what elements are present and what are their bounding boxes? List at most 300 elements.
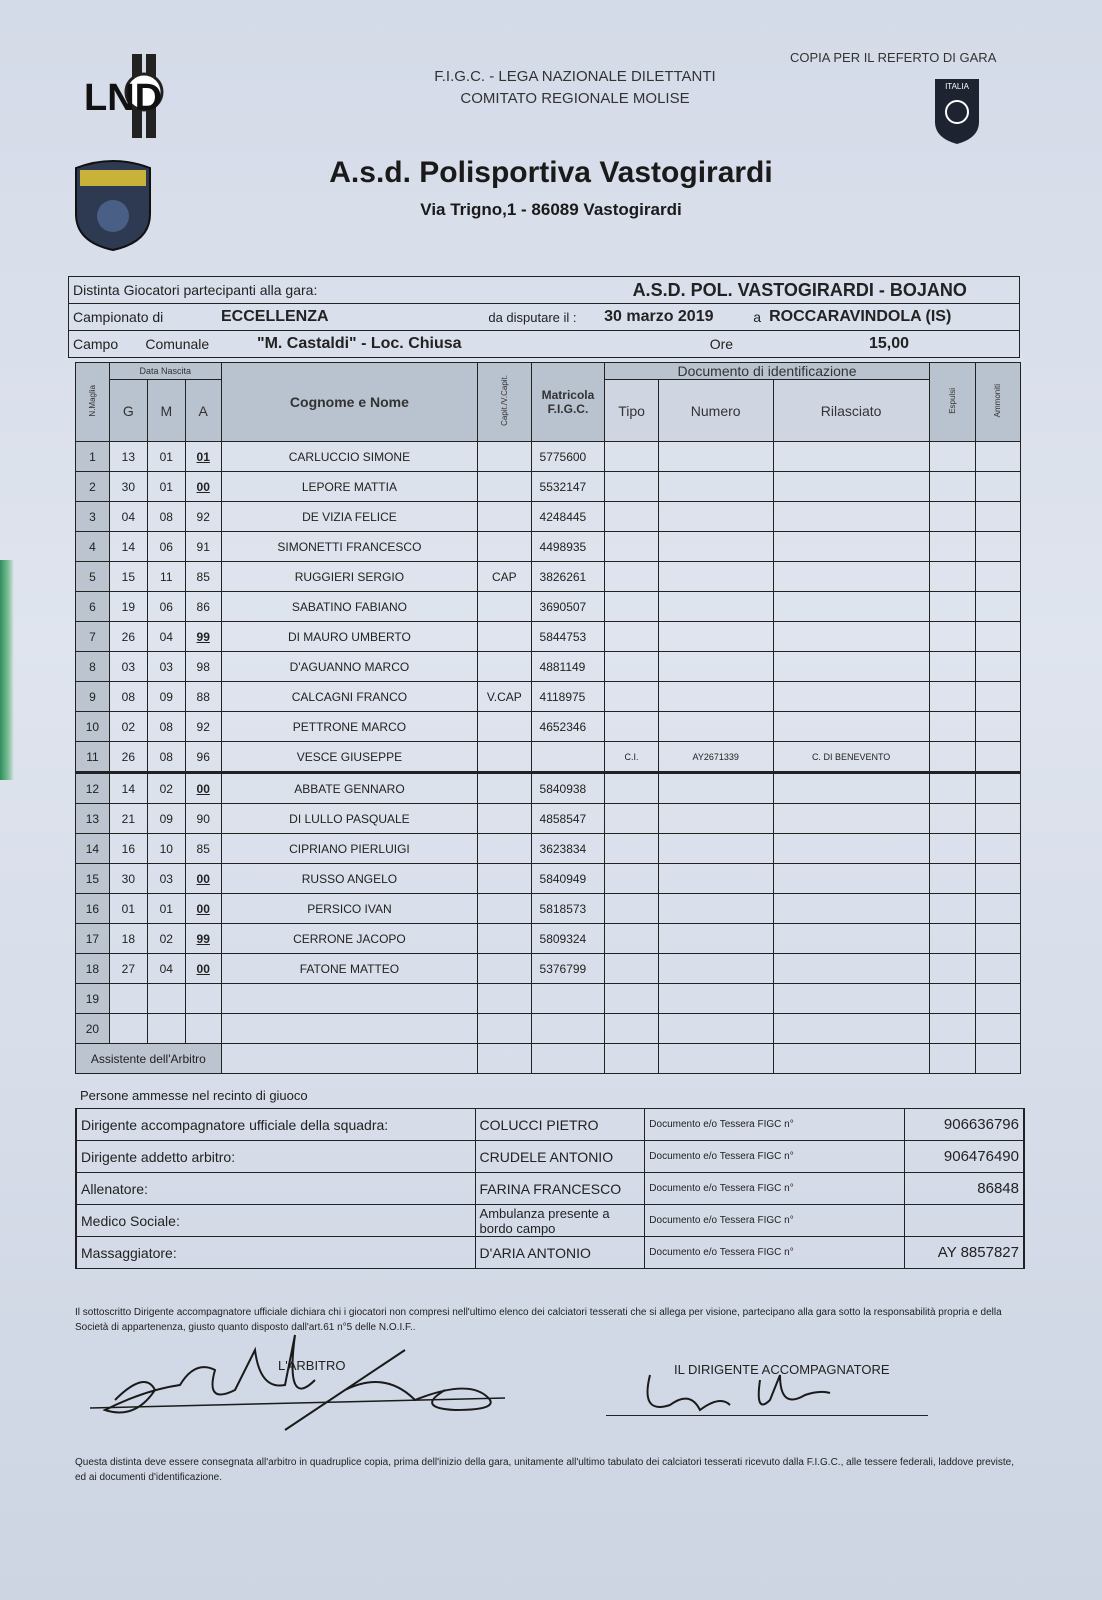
assistente-cell [773,1044,929,1074]
player-number: 19 [76,984,110,1014]
doc-numero [658,924,773,954]
doc-rilasciato [773,652,929,682]
birth-day: 26 [109,622,147,652]
doc-rilasciato [773,984,929,1014]
doc-rilasciato [773,682,929,712]
player-name: CARLUCCIO SIMONE [221,442,478,472]
doc-rilasciato [773,773,929,804]
espulsi-cell [929,592,975,622]
player-row [76,562,1021,592]
staff-name: D'ARIA ANTONIO [475,1237,645,1269]
captain-mark: CAP [478,562,531,592]
header-espulsi [929,363,975,442]
captain-mark [478,894,531,924]
header-rilasciato: Rilasciato [773,380,929,442]
ammoniti-cell [975,562,1020,592]
player-row [76,742,1021,773]
player-number: 1 [76,442,110,472]
doc-rilasciato [773,502,929,532]
birth-day: 14 [109,773,147,804]
campo-type: Comunale [145,336,210,352]
header-n-maglia-text: N.Maglia [87,384,97,417]
doc-rilasciato [773,532,929,562]
match-info-table [68,276,1020,358]
ammoniti-cell [975,894,1020,924]
italia-badge-text: ITALIA [945,82,969,91]
doc-rilasciato [773,712,929,742]
matricola: 4498935 [531,532,605,562]
doc-rilasciato [773,472,929,502]
espulsi-cell [929,532,975,562]
dirigente-label: IL DIRIGENTE ACCOMPAGNATORE [674,1362,890,1377]
birth-day: 14 [109,532,147,562]
player-number: 13 [76,804,110,834]
birth-year: 88 [185,682,221,712]
captain-mark [478,472,531,502]
espulsi-cell [929,924,975,954]
birth-day: 13 [109,442,147,472]
doc-tipo [605,622,658,652]
espulsi-cell [929,894,975,924]
captain-mark [478,442,531,472]
assistente-cell [221,1044,478,1074]
doc-tipo [605,834,658,864]
player-number: 6 [76,592,110,622]
birth-day [109,984,147,1014]
header-matricola: Matricola F.I.G.C. [531,363,605,442]
player-row [76,712,1021,742]
birth-year: 90 [185,804,221,834]
birth-year: 00 [185,472,221,502]
staff-row [76,1205,1024,1237]
birth-day: 27 [109,954,147,984]
header-espulsi-text: Espulsi [947,387,957,414]
place-prefix: a [737,304,765,331]
doc-label: Documento e/o Tessera FIGC n° [645,1141,904,1173]
birth-day: 19 [109,592,147,622]
player-name: RUSSO ANGELO [221,864,478,894]
birth-day: 02 [109,712,147,742]
player-name: SIMONETTI FRANCESCO [221,532,478,562]
assistente-cell [975,1044,1020,1074]
birth-year: 98 [185,652,221,682]
dirigente-signature-line [606,1415,928,1416]
header-data-nascita: Data Nascita [109,363,221,380]
player-name: FATONE MATTEO [221,954,478,984]
player-number: 9 [76,682,110,712]
player-name: CERRONE JACOPO [221,924,478,954]
matricola: 4118975 [531,682,605,712]
captain-mark [478,864,531,894]
espulsi-cell [929,954,975,984]
staff-table [75,1108,1025,1269]
birth-year: 99 [185,924,221,954]
birth-month: 10 [147,834,185,864]
player-number: 7 [76,622,110,652]
birth-year: 92 [185,712,221,742]
birth-day: 16 [109,834,147,864]
player-number: 12 [76,773,110,804]
captain-mark [478,773,531,804]
birth-day: 30 [109,864,147,894]
doc-rilasciato [773,834,929,864]
birth-month: 02 [147,773,185,804]
ore-value: 15,00 [737,331,1019,358]
espulsi-cell [929,742,975,773]
birth-day: 18 [109,924,147,954]
matricola: 5840949 [531,864,605,894]
captain-mark [478,804,531,834]
birth-year: 99 [185,622,221,652]
staff-doc-number: 906476490 [904,1141,1024,1173]
espulsi-cell [929,652,975,682]
birth-month: 06 [147,592,185,622]
player-name [221,1014,478,1044]
matricola: 3690507 [531,592,605,622]
doc-rilasciato [773,592,929,622]
header-capt-text: Capit./V.Capit. [499,375,509,426]
player-name: D'AGUANNO MARCO [221,652,478,682]
assistente-row [76,1044,1021,1074]
doc-numero: AY2671339 [658,742,773,773]
player-number: 8 [76,652,110,682]
player-row [76,864,1021,894]
birth-year: 00 [185,954,221,984]
arbitro-label: L'ARBITRO [278,1358,346,1373]
staff-name: COLUCCI PIETRO [475,1109,645,1141]
doc-tipo [605,804,658,834]
matricola: 4248445 [531,502,605,532]
birth-year: 92 [185,502,221,532]
player-name: ABBATE GENNARO [221,773,478,804]
ammoniti-cell [975,592,1020,622]
matricola: 4881149 [531,652,605,682]
player-name: VESCE GIUSEPPE [221,742,478,773]
captain-mark [478,712,531,742]
birth-month: 01 [147,894,185,924]
footer-text: Questa distinta deve essere consegnata all'arbitro in quadruplice copia, prima dell'inizio della gara, unitamente all'ultimo tabulato dei calciatori tesserati ricevuto dalla F.I.G.C., alle tessere federali, laddove previste, ed ai documenti d'identificazione. [75,1457,1015,1483]
player-number: 5 [76,562,110,592]
header-m: M [147,380,185,442]
espulsi-cell [929,502,975,532]
birth-month: 04 [147,954,185,984]
ammoniti-cell [975,502,1020,532]
doc-tipo [605,924,658,954]
matricola [531,984,605,1014]
doc-rilasciato [773,924,929,954]
matricola: 5376799 [531,954,605,984]
player-number: 17 [76,924,110,954]
doc-tipo [605,712,658,742]
doc-numero [658,864,773,894]
ammoniti-cell [975,682,1020,712]
doc-numero [658,472,773,502]
ammoniti-cell [975,954,1020,984]
player-number: 11 [76,742,110,773]
doc-numero [658,984,773,1014]
header-tipo: Tipo [605,380,658,442]
federation-header [380,66,770,110]
doc-rilasciato [773,804,929,834]
player-row [76,592,1021,622]
ammoniti-cell [975,924,1020,954]
doc-numero [658,804,773,834]
staff-role: Massaggiatore: [76,1237,475,1269]
player-number: 4 [76,532,110,562]
espulsi-cell [929,864,975,894]
captain-mark [478,924,531,954]
matricola: 5809324 [531,924,605,954]
player-name: SABATINO FABIANO [221,592,478,622]
player-row [76,622,1021,652]
doc-numero [658,954,773,984]
birth-month: 06 [147,532,185,562]
doc-label: Documento e/o Tessera FIGC n° [645,1173,904,1205]
player-number: 16 [76,894,110,924]
birth-year: 00 [185,773,221,804]
player-name: RUGGIERI SERGIO [221,562,478,592]
player-number: 20 [76,1014,110,1044]
doc-numero [658,682,773,712]
birth-year: 86 [185,592,221,622]
birth-month: 02 [147,924,185,954]
staff-name: FARINA FRANCESCO [475,1173,645,1205]
header-name: Cognome e Nome [221,363,478,442]
doc-rilasciato [773,562,929,592]
birth-month: 11 [147,562,185,592]
ammoniti-cell [975,622,1020,652]
assistente-cell [478,1044,531,1074]
matricola: 5532147 [531,472,605,502]
doc-rilasciato [773,954,929,984]
doc-tipo [605,502,658,532]
doc-label: Documento e/o Tessera FIGC n° [645,1109,904,1141]
matricola: 4652346 [531,712,605,742]
matricola: 5840938 [531,773,605,804]
birth-year: 85 [185,834,221,864]
captain-mark [478,984,531,1014]
doc-numero [658,592,773,622]
captain-mark [478,834,531,864]
player-number: 15 [76,864,110,894]
captain-mark [478,622,531,652]
header-documento: Documento di identificazione [605,363,929,380]
player-row [76,804,1021,834]
birth-day: 21 [109,804,147,834]
espulsi-cell [929,442,975,472]
background-edge [0,560,14,780]
disclaimer-text: Il sottoscritto Dirigente accompagnatore ufficiale dichiara chi i giocatori non compresi nell'ultimo elenco dei calciatori tesserati che si allega per visione, partecipano alla gara sotto la responsabilità propria e della Società di appartenenza, giusto quanto disposto dall'art.61 n°5 delle N.O.I.F.. [75,1307,1002,1333]
doc-rilasciato: C. DI BENEVENTO [773,742,929,773]
ammoniti-cell [975,652,1020,682]
birth-year: 91 [185,532,221,562]
player-row [76,1014,1021,1044]
staff-role: Dirigente accompagnatore ufficiale della squadra: [76,1109,475,1141]
doc-label: Documento e/o Tessera FIGC n° [645,1205,904,1237]
staff-name: Ambulanza presente a bordo campo [475,1205,645,1237]
doc-tipo [605,1014,658,1044]
staff-role: Dirigente addetto arbitro: [76,1141,475,1173]
doc-numero [658,894,773,924]
captain-mark [478,1014,531,1044]
distinta-label: Distinta Giocatori partecipanti alla gara: [69,277,581,304]
espulsi-cell [929,622,975,652]
doc-tipo [605,562,658,592]
assistente-label: Assistente dell'Arbitro [76,1044,222,1074]
ammoniti-cell [975,864,1020,894]
player-row [76,924,1021,954]
doc-numero [658,502,773,532]
staff-row [76,1109,1024,1141]
birth-year: 00 [185,894,221,924]
match-teams: A.S.D. POL. VASTOGIRARDI - BOJANO [581,277,1020,304]
persone-label: Persone ammesse nel recinto di giuoco [80,1088,308,1103]
assistente-cell [605,1044,658,1074]
birth-day: 15 [109,562,147,592]
italia-badge [932,76,982,146]
assistente-cell [531,1044,605,1074]
header-ammoniti [975,363,1020,442]
birth-day [109,1014,147,1044]
doc-numero [658,1014,773,1044]
player-name: PERSICO IVAN [221,894,478,924]
doc-tipo [605,984,658,1014]
info-row-campo [69,331,1020,358]
ammoniti-cell [975,804,1020,834]
ammoniti-cell [975,472,1020,502]
captain-mark [478,954,531,984]
player-row [76,532,1021,562]
player-name: PETTRONE MARCO [221,712,478,742]
player-row [76,652,1021,682]
doc-rilasciato [773,1014,929,1044]
espulsi-cell [929,562,975,592]
doc-tipo [605,532,658,562]
doc-numero [658,652,773,682]
lnd-logo [80,52,170,142]
doc-numero [658,834,773,864]
matricola [531,742,605,773]
espulsi-cell [929,984,975,1014]
birth-month: 08 [147,502,185,532]
players-table [75,362,1021,1074]
doc-numero [658,622,773,652]
ammoniti-cell [975,1014,1020,1044]
birth-month: 09 [147,804,185,834]
doc-numero [658,532,773,562]
ammoniti-cell [975,712,1020,742]
assistente-cell [658,1044,773,1074]
doc-rilasciato [773,864,929,894]
birth-year: 01 [185,442,221,472]
federation-line1: F.I.G.C. - LEGA NAZIONALE DILETTANTI [434,68,716,85]
campo-label-text: Campo [73,336,119,352]
captain-mark [478,502,531,532]
birth-year: 96 [185,742,221,773]
staff-role: Allenatore: [76,1173,475,1205]
staff-row [76,1141,1024,1173]
player-row [76,442,1021,472]
doc-rilasciato [773,894,929,924]
doc-tipo [605,682,658,712]
player-name: CALCAGNI FRANCO [221,682,478,712]
birth-month [147,984,185,1014]
doc-tipo [605,894,658,924]
ammoniti-cell [975,442,1020,472]
federation-line2: COMITATO REGIONALE MOLISE [460,90,690,107]
match-place: ROCCARAVINDOLA (IS) [765,304,1019,331]
espulsi-cell [929,834,975,864]
info-row-distinta [69,277,1020,304]
player-row [76,834,1021,864]
header-numero: Numero [658,380,773,442]
doc-tipo [605,652,658,682]
ore-label: Ore [581,331,738,358]
birth-month: 03 [147,652,185,682]
doc-tipo: C.I. [605,742,658,773]
captain-mark [478,592,531,622]
ammoniti-cell [975,742,1020,773]
player-name: DI MAURO UMBERTO [221,622,478,652]
player-row [76,502,1021,532]
club-name: A.s.d. Polisportiva Vastogirardi [329,156,773,189]
staff-name: CRUDELE ANTONIO [475,1141,645,1173]
match-date: 30 marzo 2019 [581,304,738,331]
player-number: 14 [76,834,110,864]
matricola [531,1014,605,1044]
header-g: G [109,380,147,442]
player-name: LEPORE MATTIA [221,472,478,502]
captain-mark [478,532,531,562]
doc-label: Documento e/o Tessera FIGC n° [645,1237,904,1269]
birth-day: 04 [109,502,147,532]
doc-tipo [605,864,658,894]
staff-doc-number: AY 8857827 [904,1237,1024,1269]
header-n-maglia [76,363,110,442]
player-row [76,894,1021,924]
player-name: DE VIZIA FELICE [221,502,478,532]
ammoniti-cell [975,532,1020,562]
doc-tipo [605,954,658,984]
player-row [76,773,1021,804]
matricola: 5844753 [531,622,605,652]
doc-rilasciato [773,442,929,472]
captain-mark [478,742,531,773]
espulsi-cell [929,682,975,712]
staff-role: Medico Sociale: [76,1205,475,1237]
espulsi-cell [929,804,975,834]
birth-year: 85 [185,562,221,592]
espulsi-cell [929,472,975,502]
header-capt [478,363,531,442]
espulsi-cell [929,1014,975,1044]
assistente-cell [929,1044,975,1074]
lnd-logo-text: LND [84,77,163,119]
club-address: Via Trigno,1 - 86089 Vastogirardi [420,200,682,219]
arbitro-signature [85,1330,525,1450]
birth-day: 26 [109,742,147,773]
player-number: 2 [76,472,110,502]
info-row-campionato [69,304,1020,331]
header-a: A [185,380,221,442]
matricola: 4858547 [531,804,605,834]
birth-month: 08 [147,712,185,742]
player-name [221,984,478,1014]
player-number: 3 [76,502,110,532]
birth-year: 00 [185,864,221,894]
doc-numero [658,562,773,592]
birth-month: 01 [147,472,185,502]
